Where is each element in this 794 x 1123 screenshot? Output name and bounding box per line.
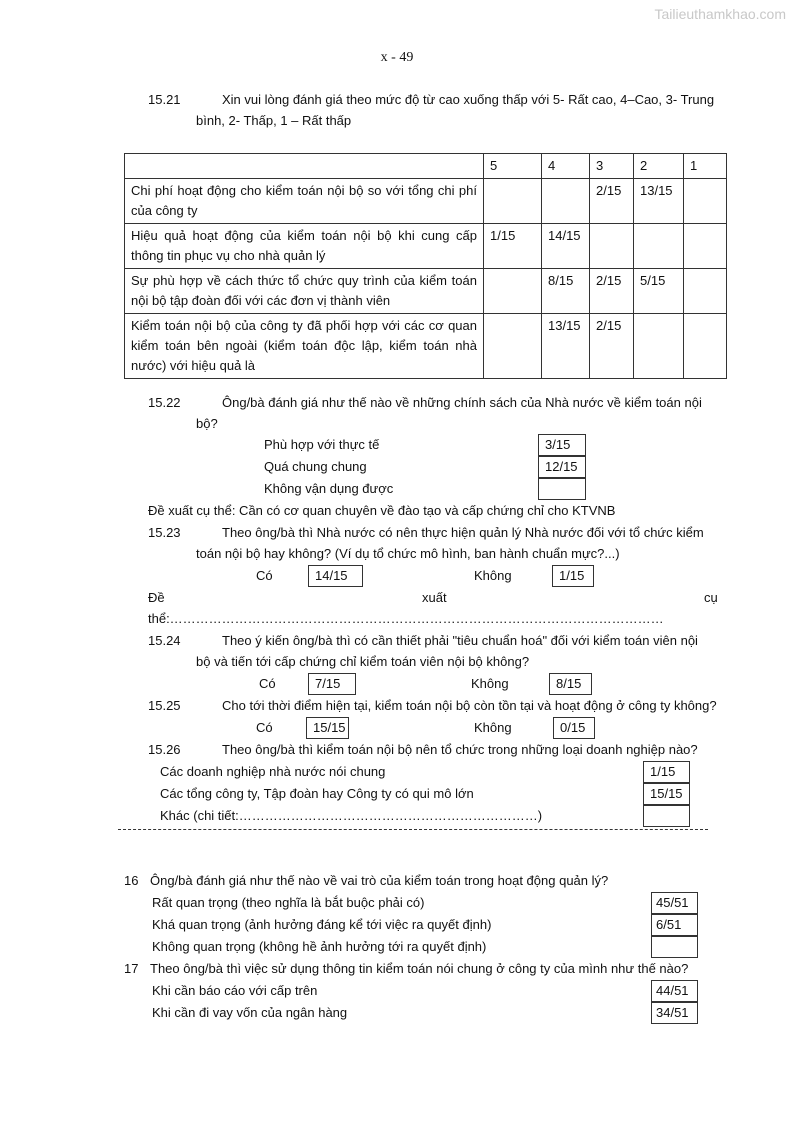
value-cell xyxy=(590,224,634,269)
value-cell: 13/15 xyxy=(542,314,590,379)
q16-option-label: Khá quan trọng (ảnh hưởng đáng kể tới việc ra quyết định) xyxy=(152,917,492,932)
q15-25-yes-box: 15/15 xyxy=(306,717,349,739)
q15-24-number: 15.24 xyxy=(148,633,181,648)
q15-26-option-box: 1/15 xyxy=(643,761,690,783)
q15-26-option-box xyxy=(643,805,690,827)
value-cell: 13/15 xyxy=(634,179,684,224)
q15-26-text: Theo ông/bà thì kiểm toán nội bộ nên tổ chức trong những loại doanh nghiệp nào? xyxy=(222,742,698,757)
q16-option-box: 45/51 xyxy=(651,892,698,914)
q15-23-no-box: 1/15 xyxy=(552,565,594,587)
q17-option-box: 44/51 xyxy=(651,980,698,1002)
q15-24-text-line2: bộ và tiến tới cấp chứng chỉ kiểm toán viên nội bộ không? xyxy=(196,654,530,669)
q15-22-option-label: Không vận dụng được xyxy=(264,481,394,496)
q15-21-text-line1: Xin vui lòng đánh giá theo mức độ từ cao xuống thấp với 5- Rất cao, 4–Cao, 3- Trung xyxy=(222,92,715,107)
value-cell xyxy=(684,269,727,314)
criterion-cell: Sự phù hợp về cách thức tổ chức quy trình của kiểm toán nội bộ tập đoàn đối với các đơn vị thành viên xyxy=(125,269,484,314)
q15-22-option-box: 12/15 xyxy=(538,456,586,478)
q15-24-no-box: 8/15 xyxy=(549,673,592,695)
value-cell: 8/15 xyxy=(542,269,590,314)
q15-22-text-line2: bộ? xyxy=(196,416,218,431)
q15-23-proposal-word: xuất xyxy=(422,590,447,605)
q15-26-number: 15.26 xyxy=(148,742,181,757)
q15-25-no-label: Không xyxy=(474,720,512,735)
q15-23-yes-box: 14/15 xyxy=(308,565,363,587)
table-row xyxy=(125,269,727,314)
q15-23-number: 15.23 xyxy=(148,525,181,540)
value-cell xyxy=(634,224,684,269)
q15-26-option-box: 15/15 xyxy=(643,783,690,805)
value-cell xyxy=(634,314,684,379)
q15-23-proposal-word: Đề xyxy=(148,590,165,605)
q15-25-yes-label: Có xyxy=(256,720,273,735)
criterion-cell: Hiệu quả hoạt động của kiểm toán nội bộ khi cung cấp thông tin phục vụ cho nhà quản lý xyxy=(125,224,484,269)
q15-22-option-box xyxy=(538,478,586,500)
header-cell: 4 xyxy=(542,154,590,179)
value-cell xyxy=(484,179,542,224)
q15-26-option-label: Các doanh nghiệp nhà nước nói chung xyxy=(160,764,386,779)
q15-22-number: 15.22 xyxy=(148,395,181,410)
value-cell: 1/15 xyxy=(484,224,542,269)
q15-22-text-line1: Ông/bà đánh giá như thế nào về những chính sách của Nhà nước về kiểm toán nội xyxy=(222,395,702,410)
q16-text: Ông/bà đánh giá như thế nào về vai trò của kiểm toán trong hoạt động quản lý? xyxy=(150,873,609,888)
q15-22-proposal: Đề xuất cụ thể: Cần có cơ quan chuyên về đào tạo và cấp chứng chỉ cho KTVNB xyxy=(148,503,616,518)
q16-option-box xyxy=(651,936,698,958)
value-cell xyxy=(684,179,727,224)
rating-table xyxy=(124,153,727,379)
table-row xyxy=(125,314,727,379)
q15-22-option-label: Phù hợp với thực tế xyxy=(264,437,380,452)
q15-22-option-box: 3/15 xyxy=(538,434,586,456)
criterion-cell: Chi phí hoạt động cho kiểm toán nội bộ so với tổng chi phí của công ty xyxy=(125,179,484,224)
q16-option-label: Rất quan trọng (theo nghĩa là bắt buộc phải có) xyxy=(152,895,425,910)
header-cell: 2 xyxy=(634,154,684,179)
q17-option-box: 34/51 xyxy=(651,1002,698,1024)
value-cell xyxy=(684,314,727,379)
q15-25-no-box: 0/15 xyxy=(553,717,595,739)
q15-22-option-label: Quá chung chung xyxy=(264,459,367,474)
q15-23-proposal-word: cụ xyxy=(704,590,718,605)
q15-26-option-label: Khác (chi tiết:……………………………………………………………) xyxy=(160,808,543,823)
header-cell: 5 xyxy=(484,154,542,179)
q15-23-text-line2: toán nội bộ hay không? (Ví dụ tổ chức mô hình, ban hành chuẩn mực?...) xyxy=(196,546,620,561)
q15-23-text-line1: Theo ông/bà thì Nhà nước có nên thực hiện quản lý Nhà nước đối với tổ chức kiểm xyxy=(222,525,704,540)
q15-23-no-label: Không xyxy=(474,568,512,583)
value-cell xyxy=(484,314,542,379)
q15-23-yes-label: Có xyxy=(256,568,273,583)
value-cell: 2/15 xyxy=(590,179,634,224)
q15-24-text-line1: Theo ý kiến ông/bà thì có cần thiết phải "tiêu chuẩn hoá" đối với kiểm toán viên nội xyxy=(222,633,698,648)
watermark: Tailieuthamkhao.com xyxy=(654,6,786,22)
value-cell: 5/15 xyxy=(634,269,684,314)
header-cell xyxy=(125,154,484,179)
value-cell: 2/15 xyxy=(590,314,634,379)
q17-option-label: Khi cần báo cáo với cấp trên xyxy=(152,983,318,998)
header-cell: 1 xyxy=(684,154,727,179)
q15-25-text: Cho tới thời điểm hiện tại, kiểm toán nội bộ còn tồn tại và hoạt động ở công ty không? xyxy=(222,698,717,713)
table-row xyxy=(125,179,727,224)
value-cell: 14/15 xyxy=(542,224,590,269)
section-divider xyxy=(118,829,708,830)
page-number: x - 49 xyxy=(380,50,414,65)
q15-26-option-label: Các tổng công ty, Tập đoàn hay Công ty có qui mô lớn xyxy=(160,786,474,801)
value-cell: 2/15 xyxy=(590,269,634,314)
q16-number: 16 xyxy=(124,873,139,888)
q15-21-text-line2: bình, 2- Thấp, 1 – Rất thấp xyxy=(196,113,352,128)
header-cell: 3 xyxy=(590,154,634,179)
q17-option-label: Khi cần đi vay vốn của ngân hàng xyxy=(152,1005,348,1020)
criterion-cell: Kiểm toán nội bộ của công ty đã phối hợp với các cơ quan kiểm toán bên ngoài (kiểm toán độc lập, kiểm toán nhà nước) với hiệu quả là xyxy=(125,314,484,379)
q15-24-yes-box: 7/15 xyxy=(308,673,356,695)
q16-option-label: Không quan trọng (không hề ảnh hưởng tới ra quyết định) xyxy=(152,939,487,954)
q15-21-number: 15.21 xyxy=(148,92,181,107)
q15-23-proposal-line2: thể:…………………………………………………………………………………………………… xyxy=(148,611,664,626)
value-cell xyxy=(484,269,542,314)
q17-text: Theo ông/bà thì việc sử dụng thông tin kiểm toán nói chung ở công ty của mình như thế nào? xyxy=(150,961,689,976)
q17-number: 17 xyxy=(124,961,139,976)
value-cell xyxy=(684,224,727,269)
q15-24-no-label: Không xyxy=(471,676,509,691)
rating-table-header-row xyxy=(125,154,727,179)
value-cell xyxy=(542,179,590,224)
q15-25-number: 15.25 xyxy=(148,698,181,713)
q15-24-yes-label: Có xyxy=(259,676,276,691)
q16-option-box: 6/51 xyxy=(651,914,698,936)
table-row xyxy=(125,224,727,269)
